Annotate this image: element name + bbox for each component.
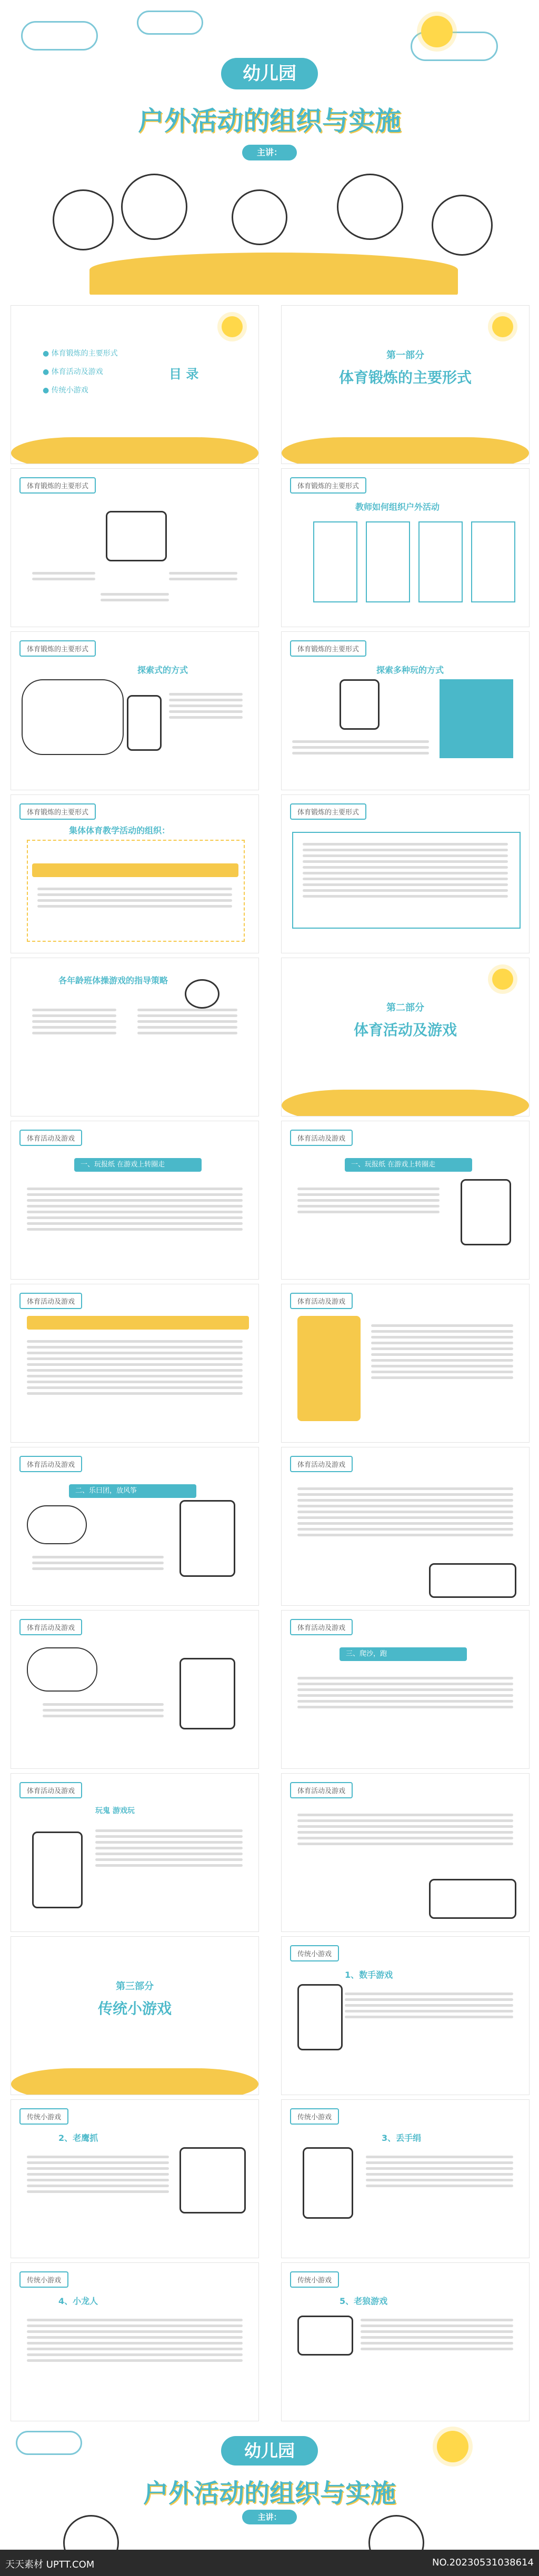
kid-drawing-icon [232, 189, 287, 245]
info-column [366, 521, 410, 602]
content-slide [11, 794, 259, 953]
text-block [366, 2152, 513, 2190]
slide-tag: 体育活动及游戏 [19, 1456, 82, 1472]
text-block [101, 590, 169, 605]
ground-hill [11, 2068, 258, 2095]
section-title: 传统小游戏 [97, 2000, 172, 2017]
ground-hill [282, 437, 529, 464]
slide-tag: 体育锻炼的主要形式 [19, 803, 96, 820]
text-block [95, 1826, 243, 1870]
text-block [345, 1989, 513, 2021]
kids-drawing-icon [106, 511, 167, 561]
content-slide [11, 1610, 259, 1769]
text-block [303, 840, 508, 901]
sun-icon [437, 2431, 468, 2462]
kid-drawing-icon [368, 2515, 424, 2550]
cover-bottom [0, 2426, 539, 2550]
slide-title: 探索式的方式 [137, 665, 188, 675]
kid-drawing-icon [432, 195, 493, 256]
cover-title: 户外活动的组织与实施 [138, 106, 401, 136]
content-slide [11, 2262, 259, 2421]
content-slide [11, 631, 259, 790]
text-block [27, 2316, 243, 2365]
slide-tag: 传统小游戏 [290, 1945, 339, 1961]
text-block [137, 1005, 237, 1038]
slide-tag: 体育活动及游戏 [290, 1456, 353, 1472]
cloud-icon [21, 21, 98, 51]
cloud-bubble-icon [27, 1505, 87, 1544]
info-column [418, 521, 463, 602]
cover-subtitle: 主讲： [242, 145, 297, 160]
slide-tag: 体育活动及游戏 [19, 1293, 82, 1309]
text-block [32, 1005, 116, 1038]
kid-drawing-icon [340, 679, 380, 730]
info-column [471, 521, 515, 602]
cover-slide [0, 0, 539, 295]
kid-drawing-icon [53, 189, 114, 250]
sun-icon [222, 316, 243, 337]
cloud-icon [137, 11, 203, 35]
kid-drawing-icon [337, 174, 403, 240]
kids-drawing-icon [179, 2147, 246, 2213]
slide-title: 集体体育教学活动的组织： [69, 826, 171, 836]
slide-tag: 体育活动及游戏 [290, 1130, 353, 1146]
content-slide [281, 468, 530, 627]
text-block [297, 1810, 513, 1848]
slide-title: 4、小龙人 [58, 2296, 98, 2306]
content-slide [11, 1121, 259, 1280]
ground-hill [89, 253, 458, 295]
content-slide [281, 1936, 530, 2095]
text-block [361, 2316, 513, 2353]
content-slide [281, 1121, 530, 1280]
slide-title: 探索多种玩的方式 [376, 665, 444, 675]
section3-slide [11, 1936, 259, 2095]
text-block [297, 1184, 440, 1216]
kid-drawing-icon [63, 2515, 119, 2550]
content-slide [11, 958, 259, 1116]
slide-tag: 体育活动及游戏 [19, 1619, 82, 1635]
highlight-bar: 一、玩报纸 在游戏上转圈走 [345, 1158, 472, 1172]
slide-title: 1、数手游戏 [345, 1970, 393, 1980]
cloud-icon [16, 2431, 82, 2455]
kids-drawing-icon [429, 1879, 516, 1919]
kid-drawing-icon [297, 1984, 343, 2050]
section-title: 体育活动及游戏 [353, 1021, 457, 1039]
kid-drawing-icon [179, 1658, 235, 1729]
text-block [292, 737, 429, 758]
content-slide [11, 1773, 259, 1932]
text-block [43, 1700, 164, 1720]
slide-tag: 体育活动及游戏 [19, 1130, 82, 1146]
content-slide [281, 1284, 530, 1443]
kid-drawing-icon [303, 2147, 353, 2219]
kids-drawing-icon [297, 2316, 353, 2356]
cover-pill: 幼儿园 [221, 58, 318, 89]
content-slide [11, 468, 259, 627]
info-panel [440, 679, 513, 758]
slide-title: 3、丢手绢 [382, 2133, 422, 2143]
slide-title: 5、老狼游戏 [340, 2296, 388, 2306]
toc-slide [11, 305, 259, 464]
highlight-bar: 一、玩报纸 在游戏上转圈走 [74, 1158, 202, 1172]
section-title: 体育锻炼的主要形式 [338, 369, 472, 386]
slide-tag: 体育锻炼的主要形式 [290, 640, 366, 657]
slide-tag: 体育锻炼的主要形式 [19, 640, 96, 657]
cloud-bubble-icon [27, 1647, 97, 1692]
cover-title: 户外活动的组织与实施 [143, 2479, 396, 2508]
section-part: 第一部分 [386, 350, 424, 361]
slide-tag: 体育锻炼的主要形式 [290, 803, 366, 820]
cloud-bubble-icon [22, 679, 124, 755]
content-slide [281, 631, 530, 790]
text-block [27, 2152, 169, 2196]
slide-title: 教师如何组织户外活动 [355, 502, 440, 512]
footer-site: 天天素材 UPTT.COM [5, 2559, 95, 2570]
slide-tag: 传统小游戏 [290, 2108, 339, 2125]
info-column [313, 521, 357, 602]
slide-tag: 体育锻炼的主要形式 [290, 477, 366, 494]
text-block [297, 1484, 513, 1539]
sun-icon [492, 969, 513, 990]
toc-item-3[interactable]: ● 传统小游戏 [43, 386, 88, 395]
slide-title: 玩鬼 游戏玩 [95, 1807, 135, 1815]
text-block [169, 690, 243, 722]
sun-icon [421, 16, 453, 47]
slide-tag: 体育活动及游戏 [290, 1293, 353, 1309]
content-slide [11, 2099, 259, 2258]
kid-drawing-icon [185, 979, 219, 1009]
toc-item-1[interactable]: ● 体育锻炼的主要形式 [43, 349, 118, 358]
text-block [32, 1553, 164, 1573]
slide-tag: 体育活动及游戏 [290, 1782, 353, 1798]
content-slide [281, 2262, 530, 2421]
text-block [169, 569, 237, 583]
slide-tag: 传统小游戏 [290, 2271, 339, 2288]
footer-bar [0, 2550, 539, 2576]
content-slide [281, 1773, 530, 1932]
kid-drawing-icon [179, 1500, 235, 1577]
text-block [27, 1337, 243, 1398]
slide-tag: 体育锻炼的主要形式 [19, 477, 96, 494]
text-block [37, 884, 232, 911]
highlight-bar [32, 863, 238, 877]
content-slide [281, 794, 530, 953]
sun-icon [492, 316, 513, 337]
text-block [297, 1674, 513, 1712]
section-part: 第二部分 [386, 1002, 424, 1013]
content-slide [281, 1610, 530, 1769]
photo-frame [297, 1316, 361, 1421]
section-part: 第三部分 [116, 1981, 154, 1992]
highlight-bar: 二、乐曰团，放风筝 [69, 1484, 196, 1498]
highlight-bar: 三、爬沙，跑 [340, 1647, 467, 1661]
ground-hill [282, 1090, 529, 1116]
content-slide [11, 1284, 259, 1443]
content-slide [281, 1447, 530, 1606]
cover-subtitle: 主讲： [242, 2510, 297, 2524]
slide-tag: 体育活动及游戏 [19, 1782, 82, 1798]
highlight-bar [27, 1316, 249, 1330]
section1-slide [281, 305, 530, 464]
slide-tag: 体育活动及游戏 [290, 1619, 353, 1635]
slide-tag: 传统小游戏 [19, 2271, 68, 2288]
ground-hill [11, 437, 258, 464]
text-block [32, 569, 95, 583]
kid-drawing-icon [32, 1832, 83, 1908]
cover-pill: 幼儿园 [221, 2436, 318, 2466]
toc-item-2[interactable]: ● 体育活动及游戏 [43, 368, 103, 376]
section2-slide [281, 958, 530, 1116]
kid-drawing-icon [127, 695, 162, 751]
text-block [371, 1321, 513, 1382]
content-slide [281, 2099, 530, 2258]
footer-id: NO.20230531038614 [432, 2557, 534, 2568]
toc-title: 目 录 [169, 367, 199, 381]
kids-drawing-icon [429, 1563, 516, 1598]
content-slide [11, 1447, 259, 1606]
slide-title: 2、老鹰抓 [58, 2133, 98, 2143]
slide-tag: 传统小游戏 [19, 2108, 68, 2125]
kid-drawing-icon [121, 174, 187, 240]
text-block [27, 1184, 243, 1234]
kids-drawing-icon [461, 1179, 511, 1245]
slide-title: 各年龄班体操游戏的指导策略 [58, 975, 168, 985]
